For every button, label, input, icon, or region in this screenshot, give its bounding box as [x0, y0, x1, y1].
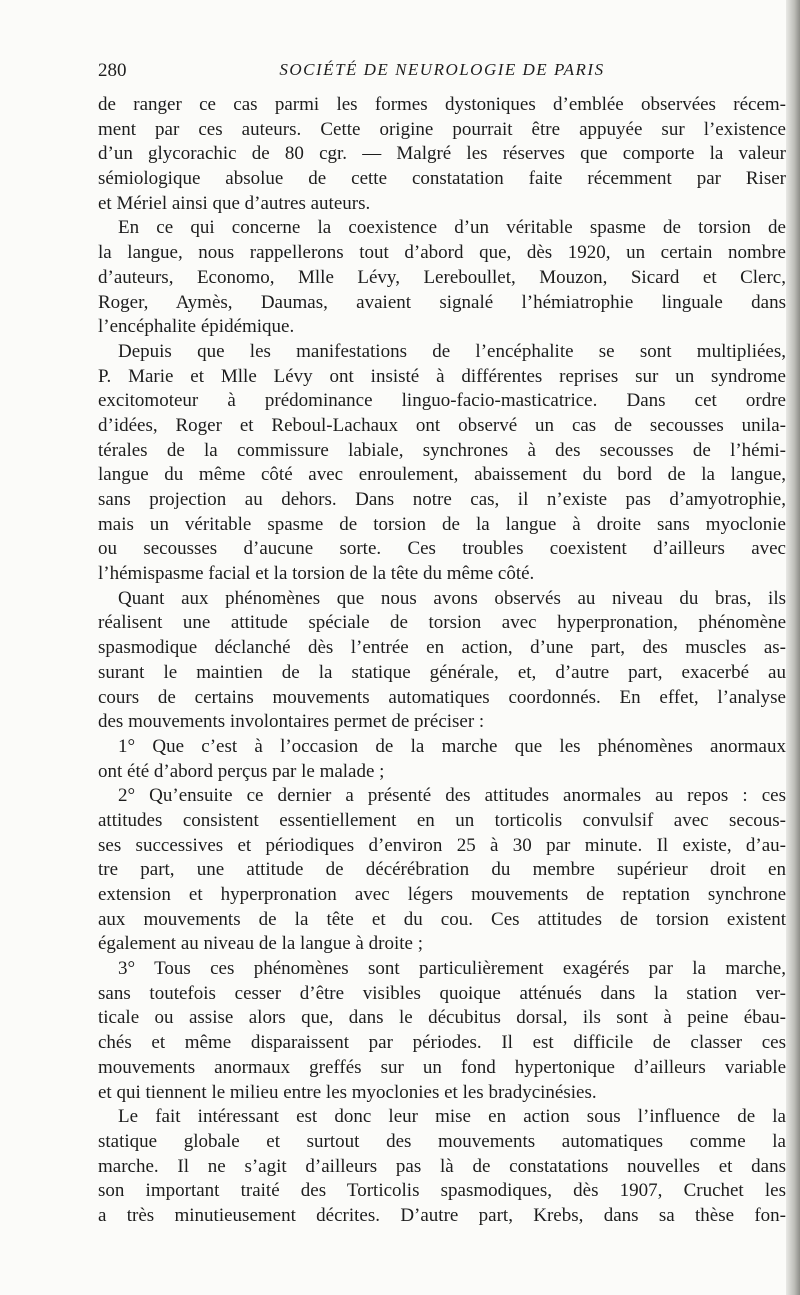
- text-line: Depuis que les manifestations de l’encéphalite se sont multipliées,: [118, 340, 786, 362]
- text-line: l’hémispasme facial et la torsion de la tête du même côté.: [98, 563, 535, 585]
- text-line: excitomoteur à prédominance linguo-facio-masticatrice. Dans cet ordre: [98, 390, 786, 412]
- text-line: 2° Qu’ensuite ce dernier a présenté des attitudes anormales au repos : ces: [118, 785, 786, 807]
- text-line: marche. Il ne s’agit d’ailleurs pas là de constatations nouvelles et dans: [98, 1155, 786, 1177]
- page-number: 280: [98, 60, 127, 81]
- text-line: térales de la commissure labiale, synchrones à des secousses de l’hémi-: [98, 439, 786, 461]
- text-line: P. Marie et Mlle Lévy ont insisté à différentes reprises sur un syndrome: [98, 365, 786, 387]
- text-line: statique globale et surtout des mouvements automatiques comme la: [98, 1130, 786, 1152]
- text-line: des mouvements involontaires permet de préciser :: [98, 711, 485, 733]
- text-line: sans toutefois cesser d’être visibles quoique atténués dans la station ver-: [98, 982, 786, 1004]
- text-line: tre part, une attitude de décérébration du membre supérieur droit en: [98, 859, 786, 881]
- text-line: de ranger ce cas parmi les formes dystoniques d’emblée observées récem-: [98, 94, 786, 115]
- text-line: mouvements anormaux greffés sur un fond hypertonique d’ailleurs variable: [98, 1056, 786, 1078]
- text-line: d’un glycorachic de 80 cgr. — Malgré les réserves que comporte la valeur: [98, 143, 786, 165]
- text-line: cours de certains mouvements automatiques coordonnés. En effet, l’analyse: [98, 686, 786, 708]
- body-text: [98, 93, 786, 1229]
- text-line: d’auteurs, Economo, Mlle Lévy, Lereboullet, Mouzon, Sicard et Clerc,: [98, 266, 786, 288]
- text-line: langue du même côté avec enroulement, abaissement du bord de la langue,: [98, 464, 786, 486]
- text-line: spasmodique déclanché dès l’entrée en action, d’une part, des muscles as-: [98, 637, 786, 659]
- text-line: l’encéphalite épidémique.: [98, 316, 295, 338]
- text-line: 3° Tous ces phénomènes sont particulièrement exagérés par la marche,: [118, 958, 786, 980]
- text-line: ment par ces auteurs. Cette origine pourrait être appuyée sur l’existence: [98, 118, 786, 140]
- text-line: chés et même disparaissent par périodes. Il est difficile de classer ces: [98, 1032, 786, 1054]
- page-edge-shadow: [786, 0, 800, 1295]
- text-line: aux mouvements de la tête et du cou. Ces attitudes de torsion existent: [98, 908, 786, 930]
- text-line: également au niveau de la langue à droite ;: [98, 933, 423, 955]
- text-line: sans projection au dehors. Dans notre cas, il n’existe pas d’amyotrophie,: [98, 489, 786, 510]
- text-line: a très minutieusement décrites. D’autre part, Krebs, dans sa thèse fon-: [98, 1204, 786, 1226]
- text-line: attitudes consistent essentiellement en un torticolis convulsif avec secous-: [98, 809, 786, 831]
- text-line: Quant aux phénomènes que nous avons observés au niveau du bras, ils: [118, 587, 786, 609]
- text-line: d’idées, Roger et Reboul-Lachaux ont observé un cas de secousses unila-: [98, 414, 786, 436]
- text-line: ou secousses d’aucune sorte. Ces troubles coexistent d’ailleurs avec: [98, 538, 786, 560]
- text-line: extension et hyperpronation avec légers mouvements de reptation synchrone: [98, 884, 786, 905]
- text-line: ticale ou assise alors que, dans le décubitus dorsal, ils sont à peine ébau-: [98, 1007, 786, 1029]
- text-line: surant le maintien de la statique générale, et, d’autre part, exacerbé au: [98, 661, 786, 683]
- text-line: ont été d’abord perçus par le malade ;: [98, 760, 385, 782]
- page-header: [98, 60, 786, 84]
- text-line: Le fait intéressant est donc leur mise en action sous l’influence de la: [118, 1106, 786, 1128]
- text-line: sémiologique absolue de cette constatation faite récemment par Riser: [98, 168, 786, 190]
- running-title: SOCIÉTÉ DE NEUROLOGIE DE PARIS: [279, 60, 605, 79]
- text-line: son important traité des Torticolis spasmodiques, dès 1907, Cruchet les: [98, 1180, 786, 1202]
- text-line: et qui tiennent le milieu entre les myoclonies et les bradycinésies.: [98, 1081, 597, 1103]
- text-line: ses successives et périodiques d’environ 25 à 30 par minute. Il existe, d’au-: [98, 834, 786, 856]
- text-line: Roger, Aymès, Daumas, avaient signalé l’hémiatrophie linguale dans: [98, 291, 786, 313]
- text-line: En ce qui concerne la coexistence d’un véritable spasme de torsion de: [118, 217, 786, 239]
- text-line: mais un véritable spasme de torsion de la langue à droite sans myoclonie: [98, 513, 786, 535]
- text-line: réalisent une attitude spéciale de torsion avec hyperpronation, phénomène: [98, 612, 786, 634]
- text-line: 1° Que c’est à l’occasion de la marche que les phénomènes anormaux: [118, 735, 786, 757]
- text-line: la langue, nous rappellerons tout d’abord que, dès 1920, un certain nombre: [98, 242, 786, 264]
- text-line: et Mériel ainsi que d’autres auteurs.: [98, 192, 371, 214]
